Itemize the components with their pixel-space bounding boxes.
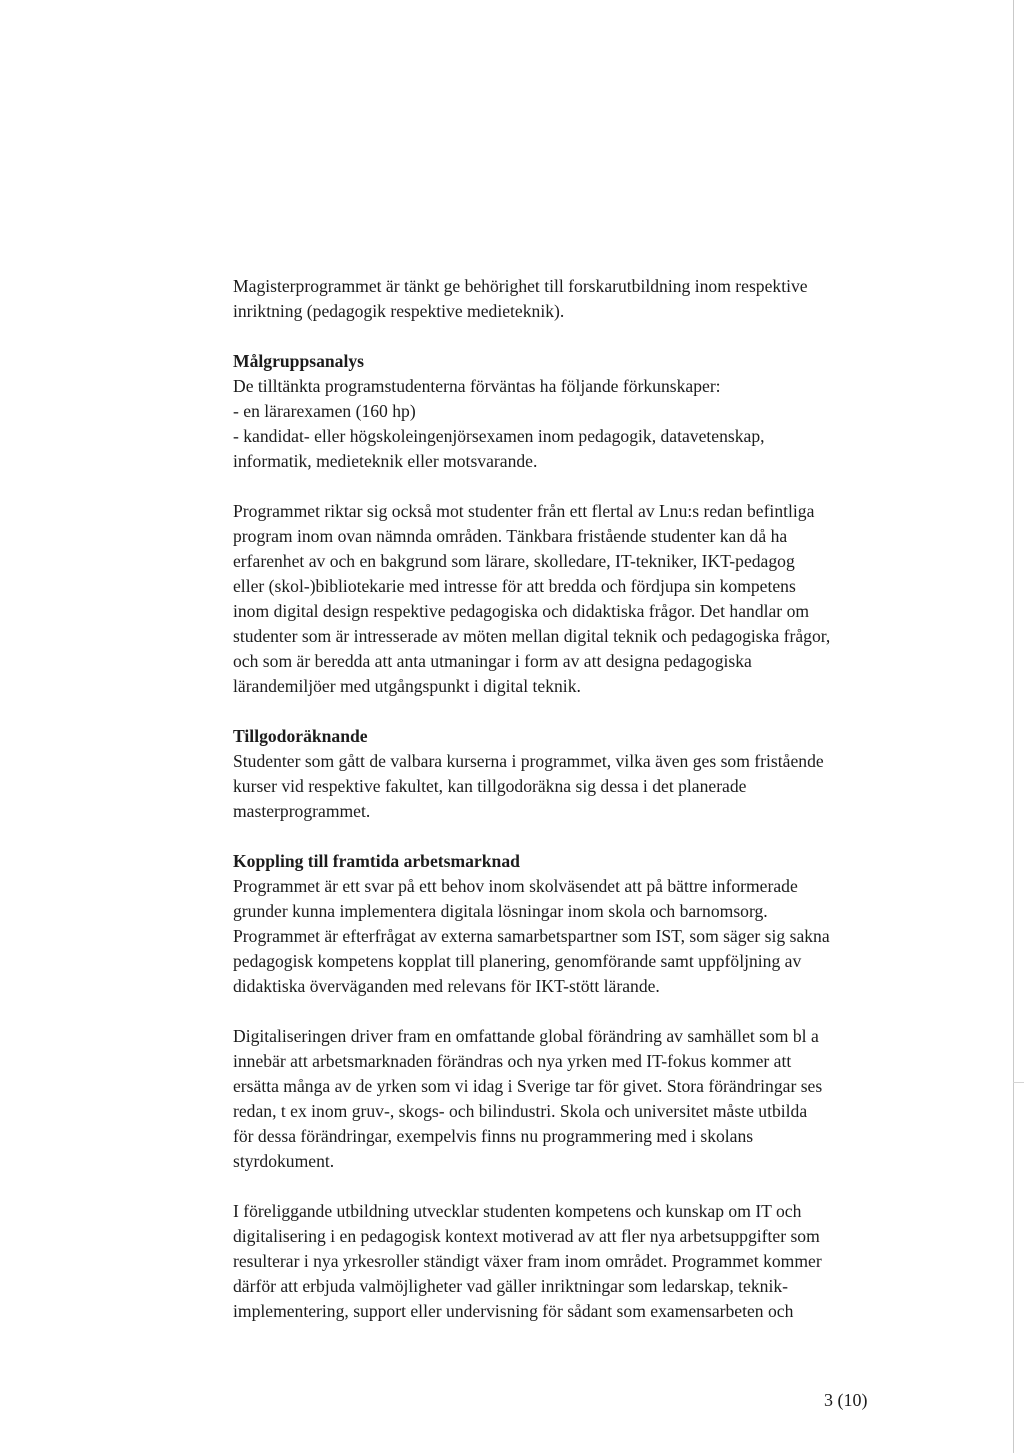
document-body — [233, 274, 883, 1349]
text-line: program inom ovan nämnda områden. Tänkbara fristående studenter kan då ha — [233, 526, 788, 546]
text-line: Programmet är ett svar på ett behov inom skolväsendet att på bättre informerade — [233, 876, 798, 896]
scan-edge-line — [1013, 0, 1014, 1453]
paragraph-target-students — [233, 499, 883, 699]
text-line: De tilltänkta programstudenterna förväntas ha följande förkunskaper: — [233, 376, 721, 396]
paragraph-digitalisering — [233, 1024, 883, 1174]
text-line: Studenter som gått de valbara kurserna i programmet, vilka även ges som fristående — [233, 751, 824, 771]
text-line: pedagogisk kompetens kopplat till planering, genomförande samt uppföljning av — [233, 951, 802, 971]
text-line: I föreliggande utbildning utvecklar studenten kompetens och kunskap om IT och — [233, 1201, 802, 1221]
text-line: för dessa förändringar, exempelvis finns nu programmering med i skolans — [233, 1126, 754, 1146]
text-line: Digitaliseringen driver fram en omfattande global förändring av samhället som bl a — [233, 1026, 819, 1046]
text-line: didaktiska överväganden med relevans för IKT-stött lärande. — [233, 976, 660, 996]
section-tillgodoraknande — [233, 724, 883, 824]
text-line: studenter som är intresserade av möten mellan digital teknik och pedagogiska frågor, — [233, 626, 831, 646]
text-line: därför att erbjuda valmöjligheter vad gäller inriktningar som ledarskap, teknik- — [233, 1276, 788, 1296]
section-malgruppsanalys — [233, 349, 883, 474]
paragraph-utbildning — [233, 1199, 883, 1324]
text-line: ersätta många av de yrken som vi idag i Sverige tar för givet. Stora förändringar ses — [233, 1076, 823, 1096]
text-line: lärandemiljöer med utgångspunkt i digital teknik. — [233, 676, 581, 696]
section-heading: Tillgodoräknande — [233, 726, 368, 746]
text-line: inriktning (pedagogik respektive medieteknik). — [233, 301, 565, 321]
section-arbetsmarknad — [233, 849, 883, 999]
text-line: Programmet riktar sig också mot studenter från ett flertal av Lnu:s redan befintliga — [233, 501, 815, 521]
text-line: innebär att arbetsmarknaden förändras och nya yrken med IT-fokus kommer att — [233, 1051, 792, 1071]
paragraph-intro — [233, 274, 883, 324]
scan-edge-tick — [1013, 1082, 1024, 1083]
text-line: informatik, medieteknik eller motsvarande. — [233, 451, 538, 471]
section-heading: Koppling till framtida arbetsmarknad — [233, 851, 520, 871]
text-line: redan, t ex inom gruv-, skogs- och bilindustri. Skola och universitet måste utbilda — [233, 1101, 808, 1121]
text-line: resulterar i nya yrkesroller ständigt växer fram inom området. Programmet kommer — [233, 1251, 822, 1271]
text-line: eller (skol-)bibliotekarie med intresse för att bredda och fördjupa sin kompetens — [233, 576, 796, 596]
text-line: digitalisering i en pedagogisk kontext motiverad av att fler nya arbetsuppgifter som — [233, 1226, 820, 1246]
text-line: implementering, support eller undervisning för sådant som examensarbeten och — [233, 1301, 794, 1321]
text-line: grunder kunna implementera digitala lösningar inom skola och barnomsorg. — [233, 901, 768, 921]
list-item: - kandidat- eller högskoleingenjörsexamen inom pedagogik, datavetenskap, — [233, 426, 765, 446]
text-line: Magisterprogrammet är tänkt ge behörighet till forskarutbildning inom respektive — [233, 276, 808, 296]
text-line: inom digital design respektive pedagogiska och didaktiska frågor. Det handlar om — [233, 601, 810, 621]
text-line: Programmet är efterfrågat av externa samarbetspartner som IST, som säger sig sakna — [233, 926, 830, 946]
list-item: - en lärarexamen (160 hp) — [233, 401, 416, 421]
text-line: erfarenhet av och en bakgrund som lärare, skolledare, IT-tekniker, IKT-pedagog — [233, 551, 795, 571]
section-heading: Målgruppsanalys — [233, 351, 365, 371]
text-line: masterprogrammet. — [233, 801, 371, 821]
page-number: 3 (10) — [824, 1390, 868, 1410]
text-line: kurser vid respektive fakultet, kan tillgodoräkna sig dessa i det planerade — [233, 776, 747, 796]
text-line: styrdokument. — [233, 1151, 335, 1171]
text-line: och som är beredda att anta utmaningar i form av att designa pedagogiska — [233, 651, 752, 671]
